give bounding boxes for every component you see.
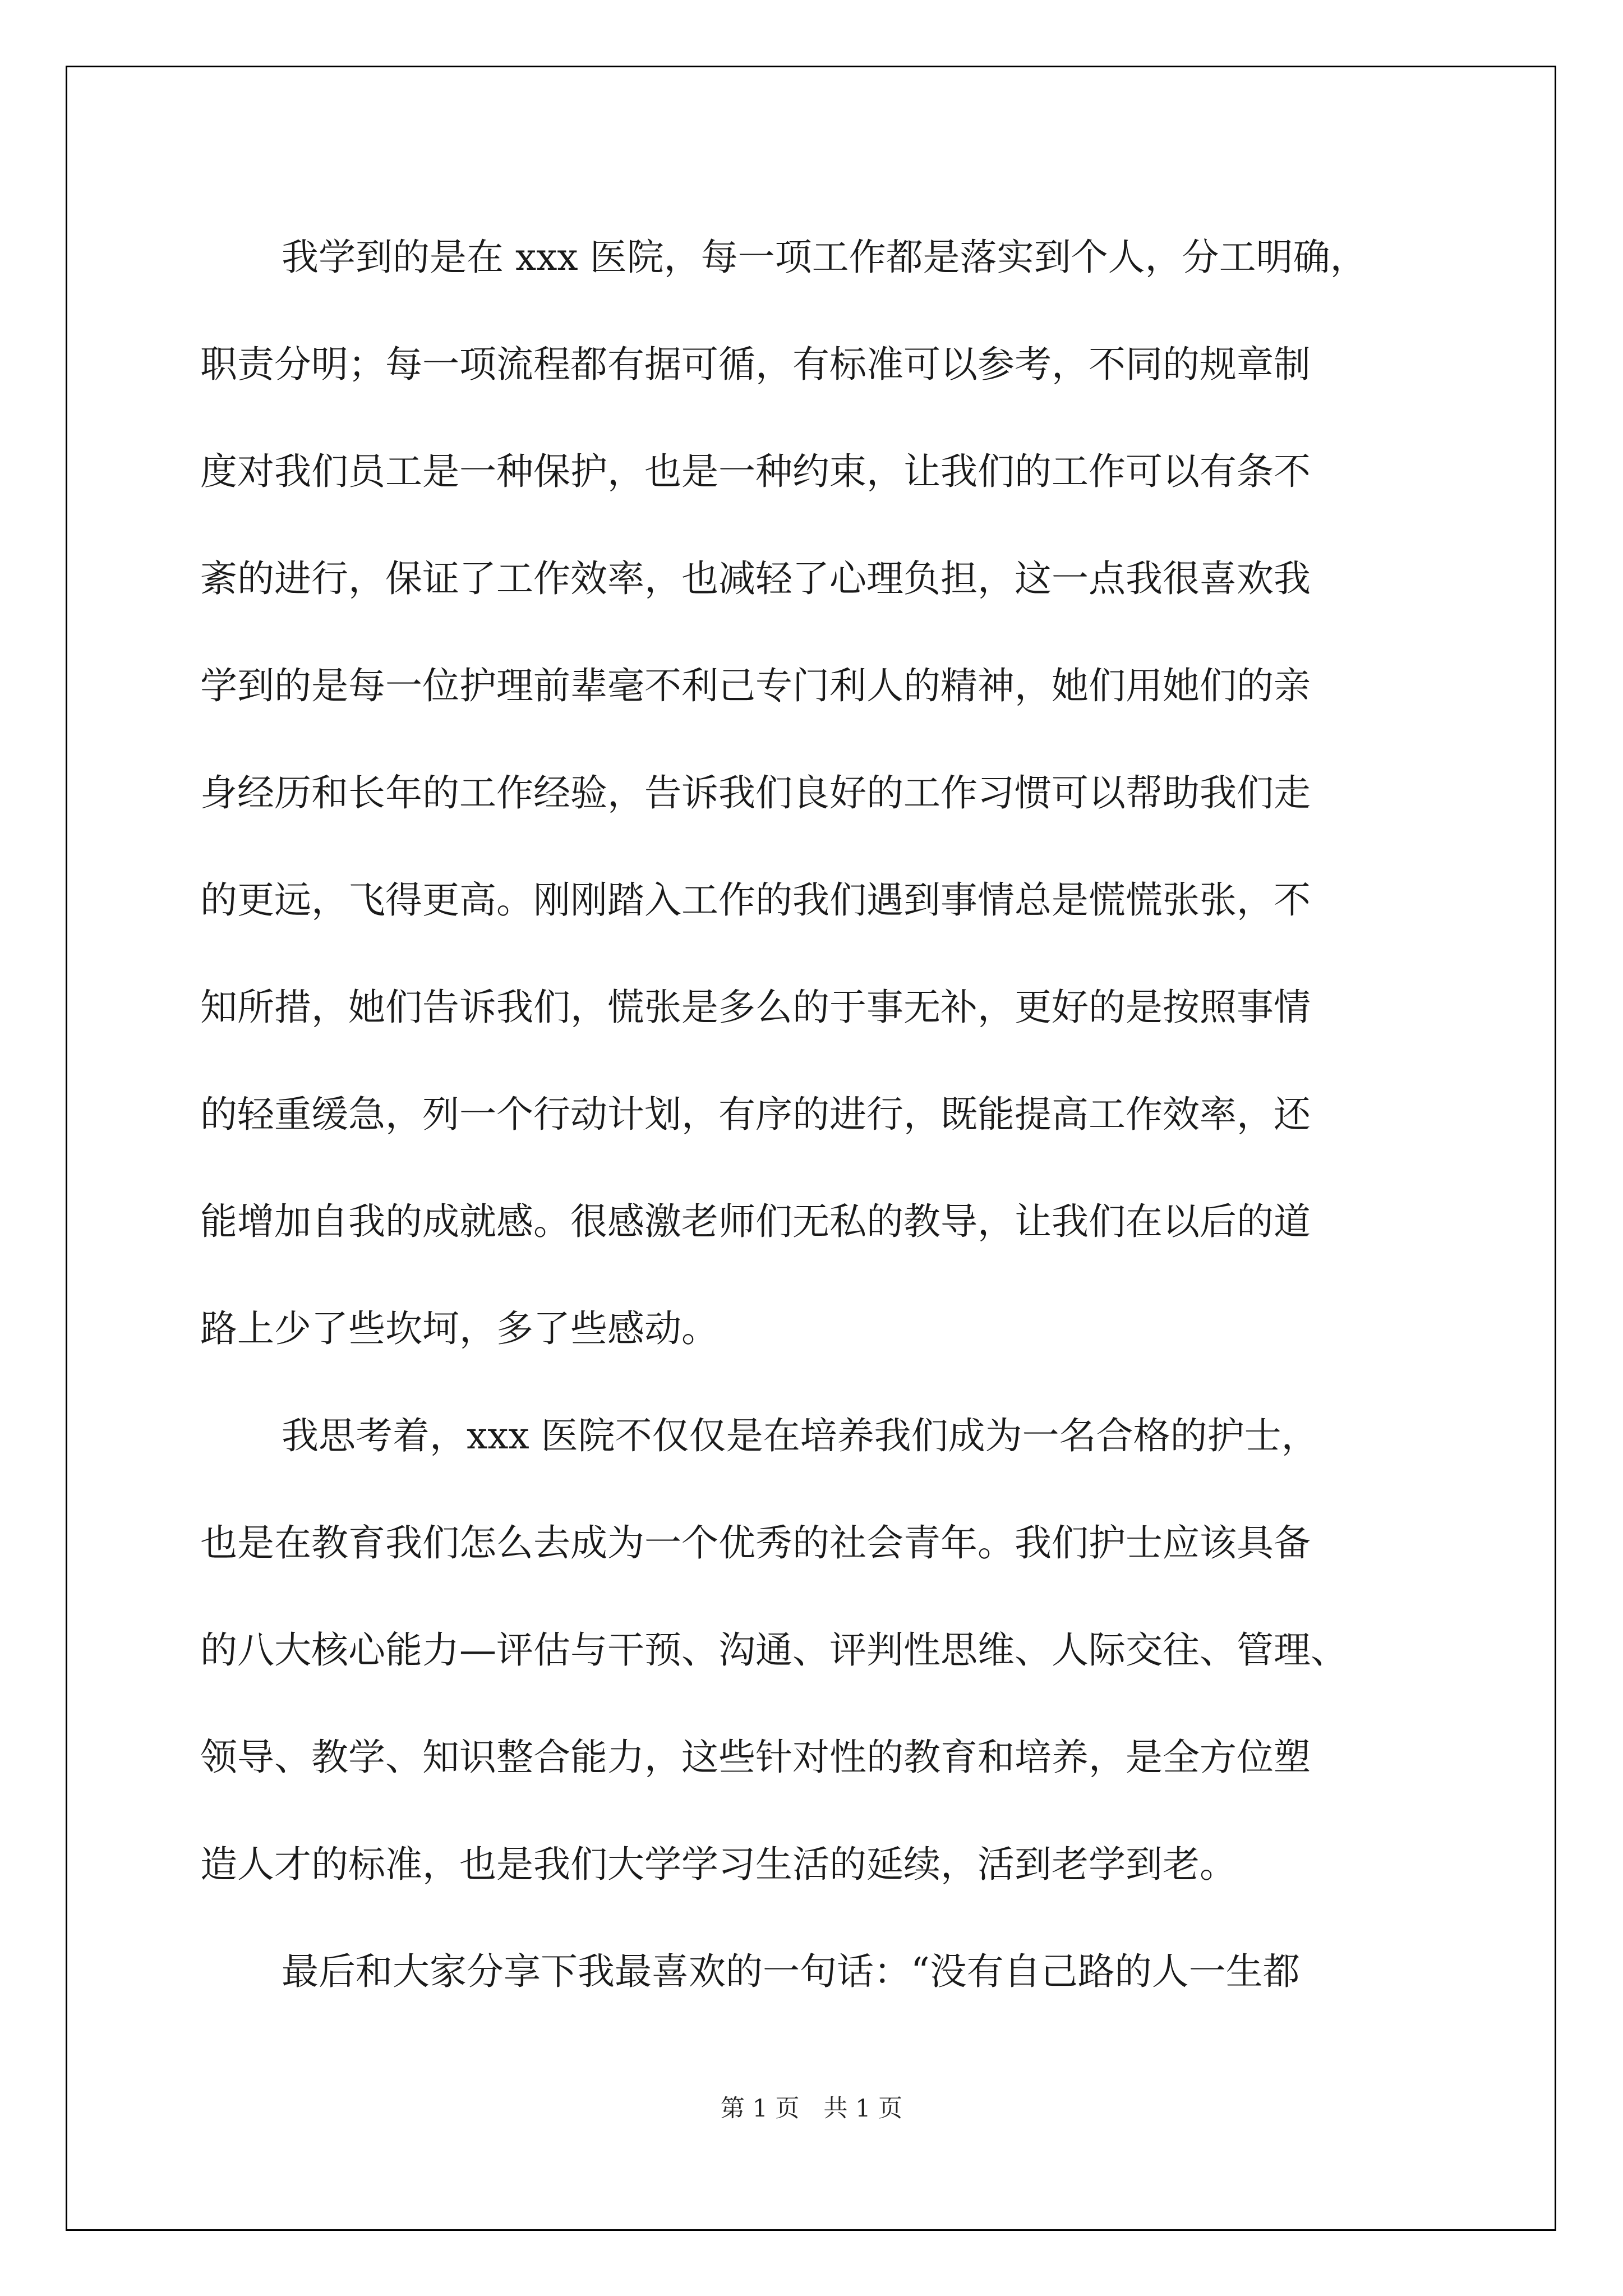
- text-line: 能增加自我的成就感。很感激老师们无私的教导，让我们在以后的道: [200, 1200, 1311, 1243]
- text-line: 学到的是每一位护理前辈毫不利己专门利人的精神，她们用她们的亲: [200, 664, 1311, 707]
- text-line: 造人才的标准，也是我们大学学习生活的延续，活到老学到老。: [200, 1843, 1237, 1886]
- text-line-paragraph-1-start: 我学到的是在 xxx 医院，每一项工作都是落实到个人，分工明确，: [282, 236, 1367, 279]
- text-line-paragraph-3-start: 最后和大家分享下我最喜欢的一句话：“没有自己路的人一生都: [282, 1950, 1300, 1993]
- text-line: 职责分明；每一项流程都有据可循，有标准可以参考，不同的规章制: [200, 343, 1311, 386]
- text-line: 路上少了些坎坷，多了些感动。: [200, 1307, 718, 1350]
- text-line: 的更远，飞得更高。刚刚踏入工作的我们遇到事情总是慌慌张张，不: [200, 878, 1311, 922]
- text-line: 度对我们员工是一种保护，也是一种约束，让我们的工作可以有条不: [200, 450, 1311, 493]
- text-line: 领导、教学、知识整合能力，这些针对性的教育和培养，是全方位塑: [200, 1736, 1311, 1779]
- page-number-footer: 第 1 页 共 1 页: [720, 2095, 903, 2123]
- text-line: 的轻重缓急，列一个行动计划，有序的进行，既能提高工作效率，还: [200, 1093, 1311, 1136]
- text-line: 紊的进行，保证了工作效率，也减轻了心理负担，这一点我很喜欢我: [200, 557, 1311, 600]
- document-body: [200, 204, 1434, 2025]
- text-line: 也是在教育我们怎么去成为一个优秀的社会青年。我们护士应该具备: [200, 1521, 1311, 1565]
- text-line: 知所措，她们告诉我们，慌张是多么的于事无补，更好的是按照事情: [200, 986, 1311, 1029]
- text-line: 的八大核心能力—评估与干预、沟通、评判性思维、人际交往、管理、: [200, 1628, 1348, 1672]
- text-line-paragraph-2-start: 我思考着，xxx 医院不仅仅是在培养我们成为一名合格的护士，: [282, 1414, 1318, 1457]
- text-line: 身经历和长年的工作经验，告诉我们良好的工作习惯可以帮助我们走: [200, 771, 1311, 815]
